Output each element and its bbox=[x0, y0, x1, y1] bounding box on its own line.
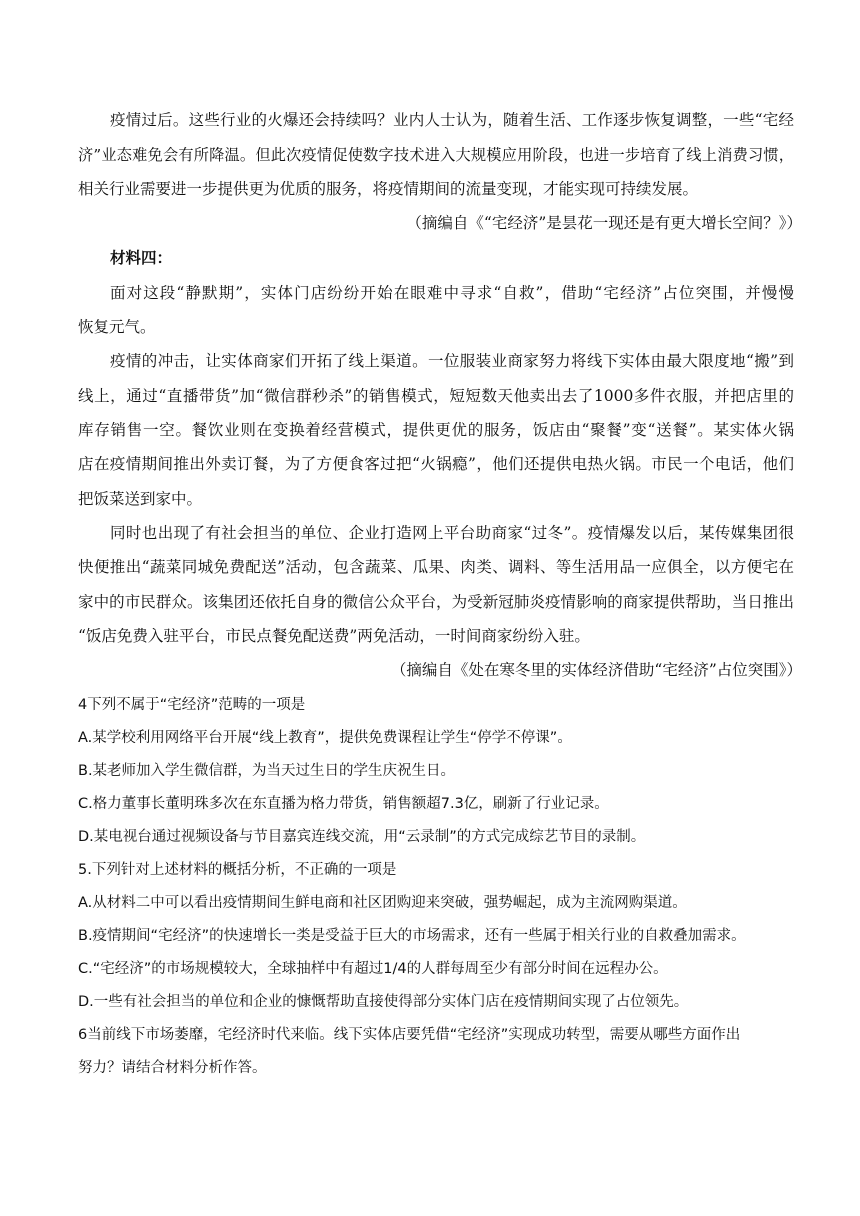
question5-option-c: C.“宅经济”的市场规模较大，全球抽样中有超过1/4的人群每周至少有部分时间在远程办公。 bbox=[78, 961, 668, 977]
para1-line2: 济”业态难免会有所降温。但此次疫情促使数字技术进入大规模应用阶段，也进一步培育了线上消费习惯， bbox=[78, 146, 794, 164]
question4-option-a: A.某学校利用网络平台开展“线上教育”，提供免费课程让学生“停学不停课”。 bbox=[78, 730, 572, 746]
question6-line2: 努力？请结合材料分析作答。 bbox=[78, 1060, 267, 1076]
para1-line1: 疫情过后。这些行业的火爆还会持续吗？业内人士认为，随着生活、工作逐步恢复调整，一些“宅经 bbox=[110, 111, 794, 129]
source-citation-1: （摘编自《“宅经济”是昙花一现还是有更大增长空间？》） bbox=[406, 214, 802, 232]
source-citation-2: （摘编自《处在寒冬里的实体经济借助“宅经济”占位突围》） bbox=[390, 661, 802, 679]
para1-line3: 相关行业需要进一步提供更为优质的服务，将疫情期间的流量变现，才能实现可持续发展。 bbox=[78, 180, 699, 198]
question4-option-b: B.某老师加入学生微信群，为当天过生日的学生庆祝生日。 bbox=[78, 763, 456, 779]
question4-option-d: D.某电视台通过视频设备与节目嘉宾连线交流，用“云录制”的方式完成综艺节目的录制。 bbox=[78, 829, 646, 845]
question4-stem: 4下列不属于“宅经济”范畴的一项是 bbox=[78, 697, 306, 713]
question5-stem: 5.下列针对上述材料的概括分析，不正确的一项是 bbox=[78, 862, 397, 878]
para4-line2: 快便推出“蔬菜同城免费配送”活动，包含蔬菜、瓜果、肉类、调料、等生活用品一应俱全，以方便宅在 bbox=[78, 558, 794, 576]
para4-line4: “饭店免费入驻平台，市民点餐免配送费”两免活动，一时间商家纷纷入驻。 bbox=[78, 627, 590, 645]
para2-line2: 恢复元气。 bbox=[78, 318, 156, 336]
para3-line1: 疫情的冲击，让实体商家们开拓了线上渠道。一位服装业商家努力将线下实体由最大限度地“搬”到 bbox=[110, 352, 794, 370]
question5-option-d: D.一些有社会担当的单位和企业的慷慨帮助直接使得部分实体门店在疫情期间实现了占位领先。 bbox=[78, 994, 689, 1010]
para3-line3: 库存销售一空。餐饮业则在变换着经营模式，提供更优的服务，饭店由“聚餐”变“送餐”。某实体火锅 bbox=[78, 421, 794, 439]
question5-option-b: B.疫情期间“宅经济”的快速增长一类是受益于巨大的市场需求，还有一些属于相关行业的自救叠加需求。 bbox=[78, 928, 746, 944]
question4-option-c: C.格力董事长董明珠多次在东直播为格力带货，销售额超7.3亿，刷新了行业记录。 bbox=[78, 796, 609, 812]
para3-line2: 线上，通过“直播带货”加“微信群秒杀”的销售模式，短短数天他卖出去了1000多件衣服，并把店里的 bbox=[78, 387, 794, 405]
question5-option-a: A.从材料二中可以看出疫情期间生鲜电商和社区团购迎来突破，强势崛起，成为主流网购渠道。 bbox=[78, 895, 687, 911]
question6-line1: 6当前线下市场萎靡，宅经济时代来临。线下实体店要凭借“宅经济”实现成功转型，需要从哪些方面作出 bbox=[78, 1027, 741, 1043]
para4-line3: 家中的市民群众。该集团还依托自身的微信公众平台，为受新冠肺炎疫情影响的商家提供帮助，当日推出 bbox=[78, 593, 794, 611]
para2-line1: 面对这段“静默期”，实体门店纷纷开始在眼难中寻求“自救”，借助“宅经济”占位突围，并慢慢 bbox=[110, 284, 794, 302]
para3-line5: 把饭菜送到家中。 bbox=[78, 490, 203, 508]
para3-line4: 店在疫情期间推出外卖订餐，为了方便食客过把“火锅瘾”，他们还提供电热火锅。市民一个电话，他们 bbox=[78, 455, 794, 473]
material4-heading: 材料四： bbox=[110, 248, 173, 267]
para4-line1: 同时也出现了有社会担当的单位、企业打造网上平台助商家“过冬”。疫情爆发以后，某传媒集团很 bbox=[110, 524, 794, 542]
